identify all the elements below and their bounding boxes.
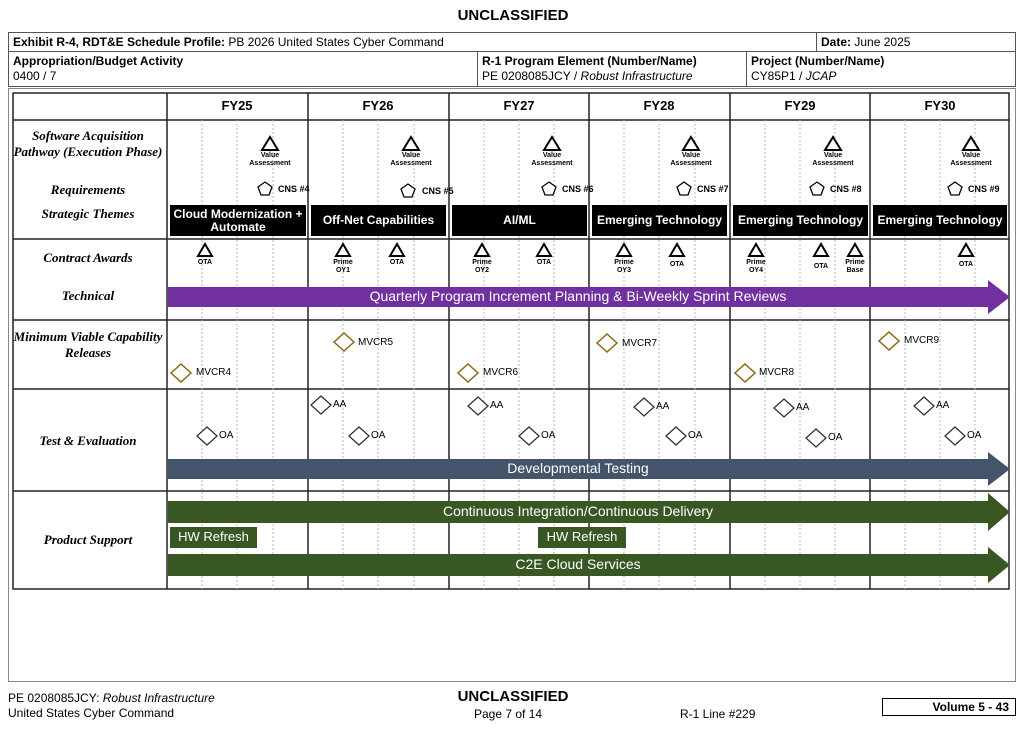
mvcr-label: MVCR8 [759,367,795,378]
row-label-software: Software Acquisition Pathway (Execution Phase) [13,128,163,159]
footer-pe-name: Robust Infrastructure [102,691,215,705]
fy-header: FY30 [924,98,956,113]
footer-org: United States Cyber Command [8,706,175,720]
r1-name: Robust Infrastructure [580,69,693,83]
ota-icon [814,244,828,256]
mvcr-label: MVCR6 [483,367,519,378]
row-label-mvcr: Minimum Viable Capability Releases [13,329,163,360]
date-label: Date: [821,35,852,49]
top-classification: UNCLASSIFIED [457,7,569,24]
prime-icon [336,244,350,256]
theme-box: Emerging Technology [873,205,1007,236]
oa-label: OA [688,430,703,441]
prime-icon [475,244,489,256]
technical-bar-label: Quarterly Program Increment Planning & Bi-Weekly Sprint Reviews [369,288,787,304]
project-sep: / [795,69,806,83]
ota-icon [670,244,684,256]
r1-label: R-1 Program Element (Number/Name) [482,54,697,68]
aa-icon [311,396,331,414]
exhibit-label: Exhibit R-4, RDT&E Schedule Profile: [13,35,226,49]
cns-label: CNS #8 [830,184,862,194]
theme-box: AI/ML [452,205,587,236]
prime-label: Prime OY2 [472,259,492,274]
aa-label: AA [333,399,347,410]
oa-icon [666,427,686,445]
oa-icon [519,427,539,445]
oa-icon [349,427,369,445]
ota-label: OTA [958,261,974,268]
value-assessment-label: Value Assessment [950,152,992,167]
aa-icon [914,397,934,415]
cns-label: CNS #9 [968,184,1000,194]
dev-testing-label: Developmental Testing [507,460,649,476]
value-assessment-label: Value Assessment [390,152,432,167]
bottom-classification: UNCLASSIFIED [457,688,569,705]
value-assessment-label: Value Assessment [531,152,573,167]
aa-label: AA [796,402,810,413]
ota-label: OTA [669,261,685,268]
hw-refresh-label-2: HW Refresh [546,529,618,544]
ota-icon [537,244,551,256]
value-assessment-label: Value Assessment [812,152,854,167]
cns-icon [401,184,415,197]
date-value: June 2025 [854,35,911,49]
mvcr-icon [171,364,191,382]
cns-label: CNS #4 [278,184,310,194]
ota-label: OTA [813,263,829,270]
mvcr-icon [597,334,617,352]
prime-icon [749,244,763,256]
value-assessment-icon [544,137,560,150]
fy-header: FY29 [784,98,816,113]
mvcr-label: MVCR7 [622,338,658,349]
approp-value: 0400 / 7 [13,69,57,83]
cns-icon [542,182,556,195]
theme-box: Cloud Modernization + Automate [170,205,306,236]
oa-label: OA [219,430,234,441]
ota-icon [390,244,404,256]
cns-label: CNS #5 [422,186,454,196]
value-assessment-icon [262,137,278,150]
aa-icon [634,398,654,416]
project-name: JCAP [805,69,837,83]
approp-label: Appropriation/Budget Activity [13,54,184,68]
value-assessment-icon [403,137,419,150]
fy-header: FY28 [643,98,675,113]
oa-icon [806,429,826,447]
oa-icon [945,427,965,445]
cicd-label: Continuous Integration/Continuous Delivery [442,503,714,519]
oa-label: OA [967,430,982,441]
mvcr-icon [334,333,354,351]
value-assessment-label: Value Assessment [670,152,712,167]
footer-page: Page 7 of 14 [474,707,543,721]
cns-icon [677,182,691,195]
ota-label: OTA [389,259,405,266]
mvcr-icon [879,332,899,350]
value-assessment-icon [825,137,841,150]
theme-box: Emerging Technology [592,205,727,236]
footer-r1-line: R-1 Line #229 [680,707,756,721]
value-assessment-label: Value Assessment [249,152,291,167]
prime-label: Prime OY3 [614,259,634,274]
ota-label: OTA [536,259,552,266]
mvcr-icon [735,364,755,382]
project-number: CY85P1 [751,69,796,83]
prime-label: Prime OY4 [746,259,766,274]
row-label-requirements: Requirements [50,182,126,197]
theme-box: Off-Net Capabilities [311,205,446,236]
cns-icon [810,182,824,195]
prime-icon [617,244,631,256]
project-label: Project (Number/Name) [751,54,885,68]
c2e-label: C2E Cloud Services [515,556,641,572]
footer-volume: Volume 5 - 43 [882,698,1016,716]
ota-icon [959,244,973,256]
row-label-te: Test & Evaluation [39,433,137,448]
r1-number: PE 0208085JCY [482,69,571,83]
mvcr-label: MVCR9 [904,335,940,346]
cns-icon [258,182,272,195]
prime-label: Prime Base [845,259,865,274]
cns-icon [948,182,962,195]
fy-header: FY25 [221,98,253,113]
value-assessment-icon [963,137,979,150]
mvcr-icon [458,364,478,382]
ota-icon [198,244,212,256]
prime-icon [848,244,862,256]
fy-header: FY26 [362,98,394,113]
aa-icon [774,399,794,417]
row-label-technical: Technical [61,288,115,303]
theme-box: Emerging Technology [733,205,868,236]
exhibit-value: PB 2026 United States Cyber Command [228,35,444,49]
mvcr-label: MVCR4 [196,367,232,378]
aa-label: AA [656,401,670,412]
oa-label: OA [541,430,556,441]
row-label-contract: Contract Awards [43,250,133,265]
ota-label: OTA [197,259,213,266]
aa-icon [468,397,488,415]
row-label-themes: Strategic Themes [41,206,135,221]
row-label-support: Product Support [43,532,133,547]
r1-sep: / [570,69,581,83]
value-assessment-icon [683,137,699,150]
aa-label: AA [490,400,504,411]
oa-label: OA [828,432,843,443]
aa-label: AA [936,400,950,411]
oa-label: OA [371,430,386,441]
hw-refresh-label-1: HW Refresh [178,529,249,544]
footer-pe-number: PE 0208085JCY: [8,691,100,705]
mvcr-label: MVCR5 [358,337,394,348]
cns-label: CNS #7 [697,184,729,194]
oa-icon [197,427,217,445]
fy-header: FY27 [503,98,535,113]
cns-label: CNS #6 [562,184,594,194]
prime-label: Prime OY1 [333,259,353,274]
